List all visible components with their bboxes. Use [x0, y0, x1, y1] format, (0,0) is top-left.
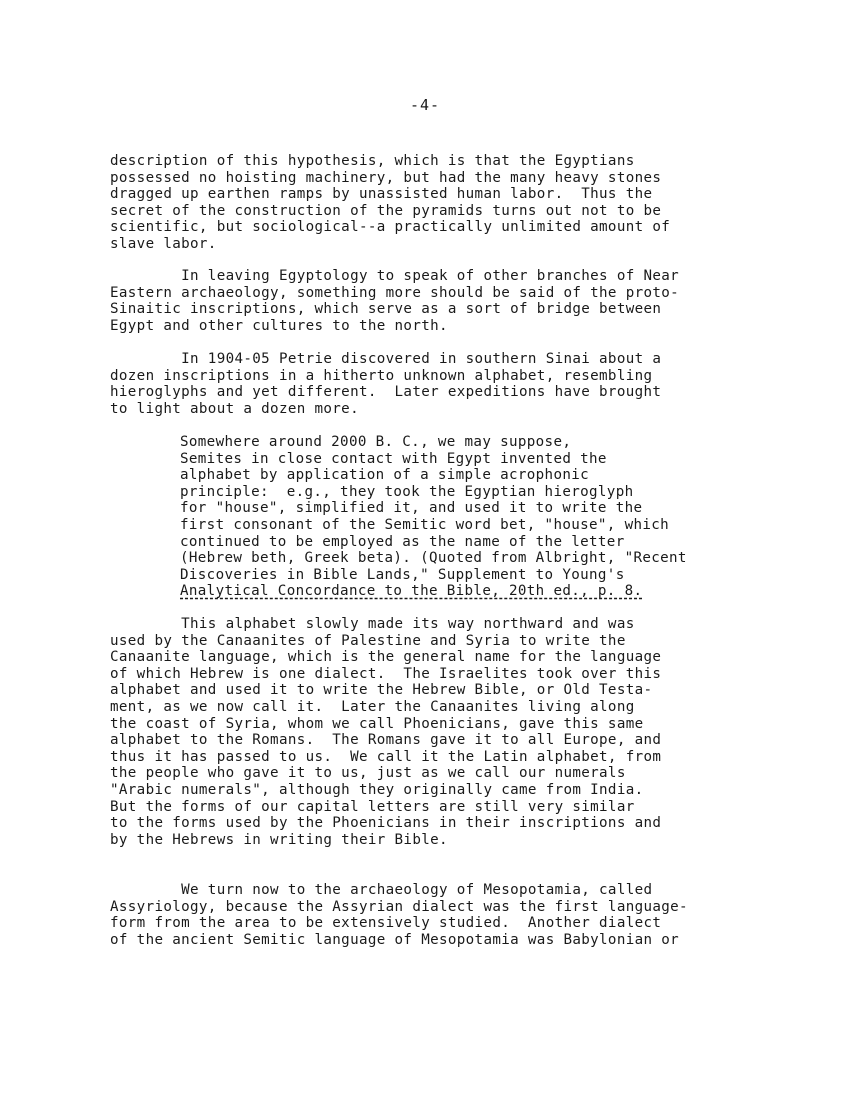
text-line: by the Hebrews in writing their Bible. — [110, 831, 448, 848]
text-line: the people who gave it to us, just as we call our numerals — [110, 765, 626, 782]
text-line: description of this hypothesis, which is that the Egyptians — [110, 153, 635, 169]
text-line: the coast of Syria, whom we call Phoenicians, gave this same — [110, 715, 644, 732]
text-line: In 1904-05 Petrie discovered in southern Sinai about a — [110, 351, 662, 367]
text-line: slave labor. — [110, 235, 217, 252]
text-line: Eastern archaeology, something more should be said of the proto- — [110, 284, 680, 301]
text-line: Canaanite language, which is the general name for the language — [110, 649, 662, 666]
text-line: Semites in close contact with Egypt invented the — [180, 450, 607, 467]
text-line: Sinaitic inscriptions, which serve as a sort of bridge between — [110, 301, 662, 318]
text-line: alphabet and used it to write the Hebrew Bible, or Old Testa- — [110, 682, 653, 699]
text-line: Assyriology, because the Assyrian dialect was the first language- — [110, 898, 688, 915]
paragraph-pyramids — [110, 153, 670, 253]
text-line: "Arabic numerals", although they originally came from India. — [110, 781, 644, 798]
text-line: possessed no hoisting machinery, but had the many heavy stones — [110, 169, 662, 186]
text-line: This alphabet slowly made its way northward and was — [110, 616, 635, 632]
paragraph-alphabet-history — [110, 616, 661, 848]
text-line: thus it has passed to us. We call it the Latin alphabet, from — [110, 748, 662, 765]
paragraph-mesopotamia — [110, 882, 688, 948]
text-line: of which Hebrew is one dialect. The Israelites took over this — [110, 665, 662, 682]
text-line: to the forms used by the Phoenicians in their inscriptions and — [110, 815, 662, 832]
text-line: Discoveries in Bible Lands," Supplement to Young's — [180, 566, 625, 583]
text-line: We turn now to the archaeology of Mesopotamia, called — [110, 882, 653, 898]
text-line: dragged up earthen ramps by unassisted human labor. Thus the — [110, 186, 653, 203]
text-line: alphabet by application of a simple acrophonic — [180, 467, 590, 484]
page-number: -4- — [409, 96, 441, 114]
text-line: In leaving Egyptology to speak of other branches of Near — [110, 268, 680, 284]
text-line: alphabet to the Romans. The Romans gave it to all Europe, and — [110, 732, 662, 749]
paragraph-petrie — [110, 351, 661, 417]
text-line: to light about a dozen more. — [110, 400, 359, 417]
text-line: scientific, but sociological--a practically unlimited amount of — [110, 219, 671, 236]
text-line: ment, as we now call it. Later the Canaanites living along — [110, 698, 635, 715]
text-line: Somewhere around 2000 B. C., we may suppose, — [180, 434, 572, 450]
text-line: (Hebrew beth, Greek beta). (Quoted from Albright, "Recent — [180, 550, 687, 567]
text-line: hieroglyphs and yet different. Later expeditions have brought — [110, 384, 662, 401]
text-line: dozen inscriptions in a hitherto unknown alphabet, resembling — [110, 367, 653, 384]
text-line: for "house", simplified it, and used it to write the — [180, 500, 643, 517]
text-line: secret of the construction of the pyramids turns out not to be — [110, 202, 662, 219]
text-line-citation: Analytical Concordance to the Bible, 20th ed., p. 8. — [180, 583, 643, 600]
text-line: But the forms of our capital letters are still very similar — [110, 798, 635, 815]
block-quote-albright — [180, 434, 687, 600]
text-line: Egypt and other cultures to the north. — [110, 317, 448, 334]
text-line: principle: e.g., they took the Egyptian hieroglyph — [180, 483, 634, 500]
text-line: first consonant of the Semitic word bet, "house", which — [180, 516, 670, 533]
text-line: form from the area to be extensively studied. Another dialect — [110, 915, 662, 932]
text-line: of the ancient Semitic language of Mesopotamia was Babylonian or — [110, 931, 680, 948]
text-line: used by the Canaanites of Palestine and Syria to write the — [110, 632, 626, 649]
text-line: continued to be employed as the name of the letter — [180, 533, 625, 550]
paragraph-proto-sinaitic — [110, 268, 679, 334]
